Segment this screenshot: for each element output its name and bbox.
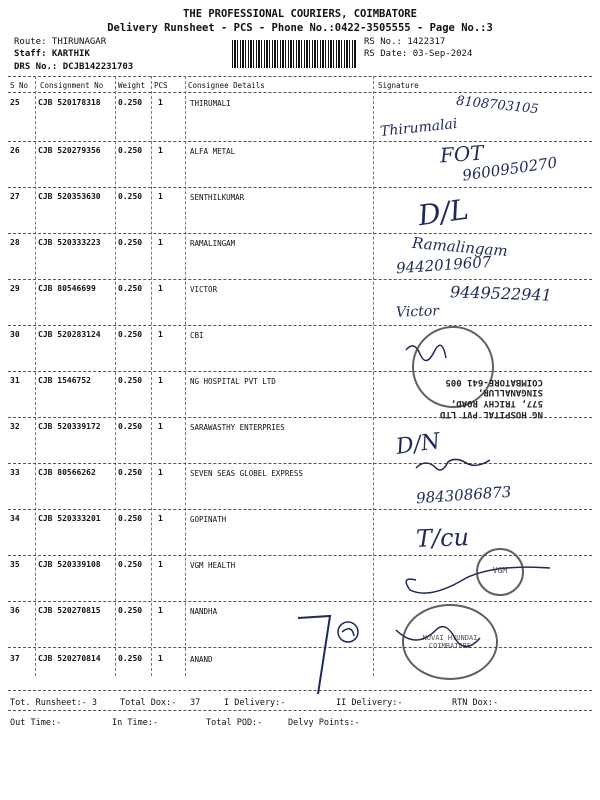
- stamp-line: 577, TRICHY ROAD,: [450, 398, 543, 409]
- row-sno: 25: [10, 98, 20, 107]
- row-consignment: CJB 80566262: [38, 468, 96, 477]
- rs-number: RS No.: 1422317: [364, 37, 446, 47]
- col-signature: Signature: [378, 81, 419, 90]
- in-time: In Time:-: [112, 718, 159, 728]
- row-consignee: ALFA METAL: [190, 147, 236, 156]
- row-consignment: CJB 520178318: [38, 98, 101, 107]
- row-divider: [8, 325, 592, 326]
- row-consignment: CJB 520339108: [38, 560, 101, 569]
- row-consignment: CJB 520283124: [38, 330, 101, 339]
- col-sno: S No: [10, 81, 29, 90]
- out-time: Out Time:-: [10, 718, 62, 728]
- row-pcs: 1: [158, 422, 163, 431]
- row-consignee: VICTOR: [190, 285, 218, 294]
- signature-stroke: [298, 616, 330, 694]
- row-sno: 35: [10, 560, 20, 569]
- staff-label: Staff: KARTHIK: [14, 49, 90, 59]
- route-label: Route: THIRUNAGAR: [14, 37, 107, 47]
- row-pcs: 1: [158, 284, 163, 293]
- row-sno: 31: [10, 376, 20, 385]
- signature: Thirumalai: [379, 115, 459, 141]
- total-count: 37: [190, 698, 201, 708]
- row-consignment: CJB 520333201: [38, 514, 101, 523]
- document-subtitle: Delivery Runsheet - PCS - Phone No.:0422-3505555 - Page No.:3: [107, 22, 493, 34]
- total-dox: Total Dox:-: [120, 698, 177, 708]
- row-pcs: 1: [158, 376, 163, 385]
- signature-phone: 9442019607: [395, 252, 492, 278]
- col-divider: [35, 76, 36, 676]
- row-divider: [8, 279, 592, 280]
- row-pcs: 1: [158, 238, 163, 247]
- signature-phone: 9843086873: [415, 482, 512, 508]
- signature-phone: 9449522941: [449, 282, 553, 305]
- row-consignee: ANAND: [190, 655, 213, 664]
- col-divider: [373, 76, 374, 676]
- row-consignee: SENTHILKUMAR: [190, 193, 245, 202]
- delvy-points: Delvy Points:-: [288, 718, 360, 728]
- vgm-stamp: VGM: [476, 548, 524, 596]
- row-consignee: CBI: [190, 331, 204, 340]
- ii-delivery: II Delivery:-: [336, 698, 403, 708]
- novai-hyundai-stamp: NOVAI HYUNDAI COIMBATORE: [402, 604, 498, 680]
- tot-runsheet: Tot. Runsheet:- 3: [10, 698, 97, 708]
- row-consignee: SEVEN SEAS GLOBEL EXPRESS: [190, 469, 303, 478]
- signature-phone: 9600950270: [461, 153, 559, 185]
- signature-stroke: [342, 629, 354, 636]
- row-consignment: CJB 520333223: [38, 238, 101, 247]
- row-pcs: 1: [158, 654, 163, 663]
- barcode: [232, 40, 356, 68]
- col-consignment: Consignment No: [40, 81, 104, 90]
- rs-date: RS Date: 03-Sep-2024: [364, 49, 473, 59]
- footer-rule: [8, 710, 592, 711]
- signature-mark: [290, 610, 380, 700]
- row-consignee: SARAWASTHY ENTERPRIES: [190, 423, 285, 432]
- row-consignment: CJB 520353630: [38, 192, 101, 201]
- row-divider: [8, 187, 592, 188]
- row-sno: 27: [10, 192, 20, 201]
- row-weight: 0.250: [118, 514, 143, 523]
- row-weight: 0.250: [118, 192, 143, 201]
- signature-scribble: [416, 459, 490, 470]
- document-title: THE PROFESSIONAL COURIERS, COIMBATORE: [183, 8, 417, 20]
- row-consignee: NG HOSPITAL PVT LTD: [190, 377, 276, 386]
- row-consignee: RAMALINGAM: [190, 239, 236, 248]
- stamp-line: COIMBATORE-641 005: [445, 376, 543, 387]
- row-weight: 0.250: [118, 654, 143, 663]
- row-sno: 37: [10, 654, 20, 663]
- row-consignment: CJB 1546752: [38, 376, 91, 385]
- row-weight: 0.250: [118, 98, 143, 107]
- col-divider: [115, 76, 116, 676]
- row-sno: 29: [10, 284, 20, 293]
- row-weight: 0.250: [118, 606, 143, 615]
- row-pcs: 1: [158, 560, 163, 569]
- row-consignee: VGM HEALTH: [190, 561, 236, 570]
- row-consignment: CJB 520270815: [38, 606, 101, 615]
- stamp-line: SINGANALLUR,: [477, 387, 543, 398]
- row-consignment: CJB 520339172: [38, 422, 101, 431]
- row-weight: 0.250: [118, 238, 143, 247]
- row-divider: [8, 233, 592, 234]
- signature-stroke: [338, 622, 358, 642]
- signature-phone: 8108703105: [455, 93, 540, 118]
- row-consignee: NANDHA: [190, 607, 218, 616]
- row-sno: 32: [10, 422, 20, 431]
- row-consignee: GOPINATH: [190, 515, 227, 524]
- row-sno: 33: [10, 468, 20, 477]
- row-sno: 28: [10, 238, 20, 247]
- row-pcs: 1: [158, 468, 163, 477]
- stamp-line: NG HOSPITAL PVT LTD: [440, 409, 543, 420]
- signature: D/N: [394, 429, 442, 460]
- header-rule-bottom: [8, 92, 592, 93]
- signature: FOT: [439, 140, 485, 168]
- row-weight: 0.250: [118, 146, 143, 155]
- row-divider: [8, 141, 592, 142]
- total-pod: Total POD:-: [206, 718, 263, 728]
- col-consignee: Consignee Details: [188, 81, 265, 90]
- signature: Ramalingam: [411, 233, 509, 261]
- signature: T/cu: [415, 523, 470, 553]
- signature: Victor: [395, 303, 440, 321]
- ng-hospital-rect-stamp: [440, 376, 543, 419]
- col-weight: Weight: [118, 81, 146, 90]
- rtn-dox: RTN Dox:-: [452, 698, 499, 708]
- col-divider: [151, 76, 152, 676]
- row-pcs: 1: [158, 606, 163, 615]
- row-pcs: 1: [158, 146, 163, 155]
- row-sno: 30: [10, 330, 20, 339]
- row-sno: 36: [10, 606, 20, 615]
- row-weight: 0.250: [118, 422, 143, 431]
- row-consignment: CJB 80546699: [38, 284, 96, 293]
- row-sno: 34: [10, 514, 20, 523]
- row-weight: 0.250: [118, 376, 143, 385]
- header-rule-top: [8, 76, 592, 77]
- col-divider: [185, 76, 186, 676]
- row-weight: 0.250: [118, 468, 143, 477]
- row-consignment: CJB 520270814: [38, 654, 101, 663]
- row-pcs: 1: [158, 514, 163, 523]
- i-delivery: I Delivery:-: [224, 698, 286, 708]
- row-consignee: THIRUMALI: [190, 99, 231, 108]
- signature: D/L: [415, 192, 471, 233]
- row-pcs: 1: [158, 192, 163, 201]
- row-weight: 0.250: [118, 560, 143, 569]
- row-weight: 0.250: [118, 284, 143, 293]
- col-pcs: PCS: [154, 81, 168, 90]
- row-weight: 0.250: [118, 330, 143, 339]
- row-pcs: 1: [158, 330, 163, 339]
- row-sno: 26: [10, 146, 20, 155]
- row-consignment: CJB 520279356: [38, 146, 101, 155]
- drs-label: DRS No.: DCJB142231703: [14, 62, 134, 72]
- row-pcs: 1: [158, 98, 163, 107]
